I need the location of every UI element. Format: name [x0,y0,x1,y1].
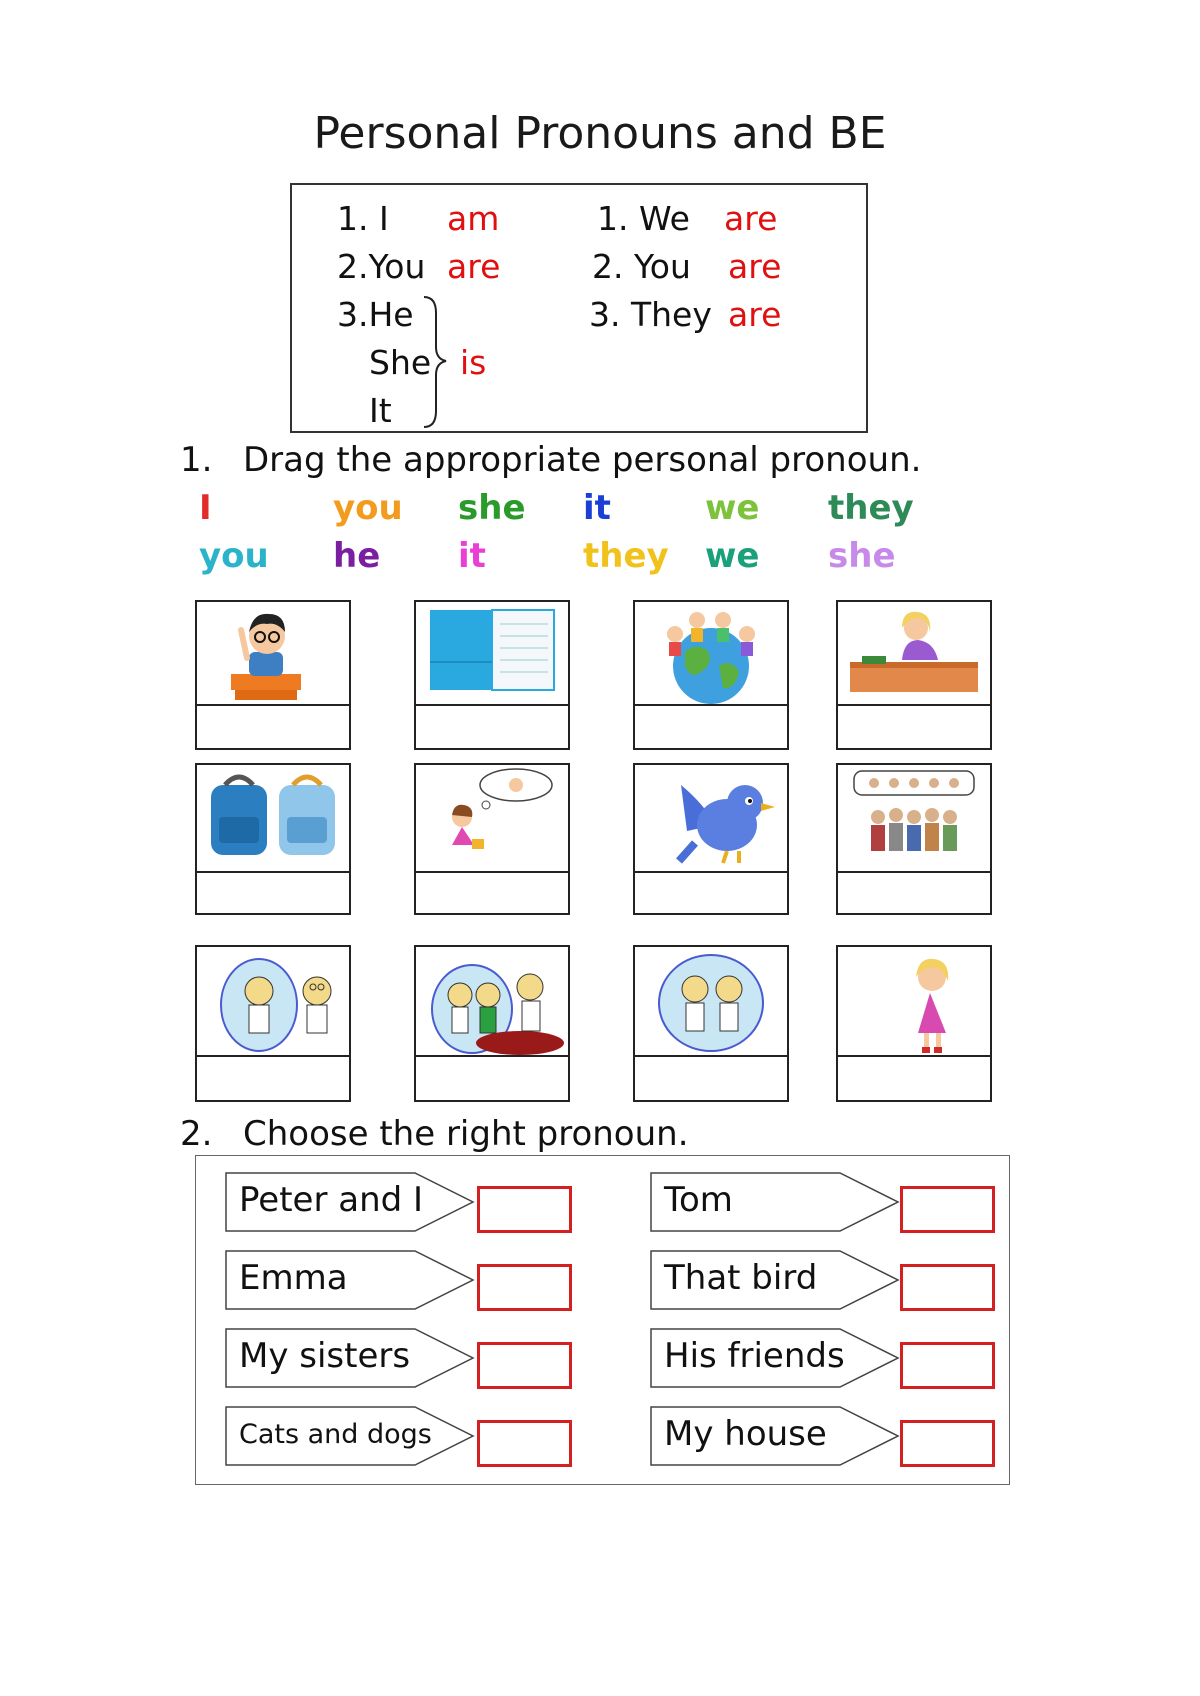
curly-brace-icon [420,293,450,433]
drop-zone[interactable] [197,704,349,748]
three-people-circled-icon [416,947,568,1059]
exercise2-number: 2. [180,1114,213,1154]
word-it[interactable]: it [583,488,611,528]
two-friends-circled-icon [635,947,787,1059]
girl-thinking-icon [416,765,568,871]
drop-zone[interactable] [635,704,787,748]
picture-card [195,763,351,915]
children-on-globe-icon [635,602,787,708]
drop-zone[interactable] [838,871,990,913]
tag-label: My sisters [239,1336,411,1376]
boy-at-desk-icon [197,602,349,708]
drop-zone[interactable] [416,871,568,913]
verb-are-you-singular: are [447,247,501,286]
exercise1-instruction: Drag the appropriate personal pronoun. [243,440,922,480]
picture-card [633,600,789,750]
picture-card [836,763,992,915]
drop-zone[interactable] [197,871,349,913]
pronoun-tag [225,1250,475,1310]
exercise2-instruction: Choose the right pronoun. [243,1114,689,1154]
word-it-2[interactable]: it [458,536,486,576]
pronoun-tag [650,1250,900,1310]
picture-card [633,945,789,1102]
conjugation-table [290,183,868,433]
pronoun-he: 3.He [337,295,414,334]
blonde-girl-icon [838,947,990,1059]
tag-label: Peter and I [239,1180,424,1220]
tag-label: His friends [664,1336,845,1376]
picture-card [195,600,351,750]
pronoun-you-plural: 2. You [592,247,691,286]
word-he[interactable]: he [333,536,381,576]
answer-box[interactable] [900,1342,995,1389]
answer-box[interactable] [900,1420,995,1467]
verb-are-we: are [724,199,778,238]
word-i[interactable]: I [199,488,212,528]
tag-label: Emma [239,1258,348,1298]
picture-card [414,600,570,750]
verb-am: am [447,199,500,238]
picture-card [414,763,570,915]
drop-zone[interactable] [635,871,787,913]
pronoun-tag [650,1406,900,1466]
drop-zone[interactable] [838,704,990,748]
word-they[interactable]: they [828,488,914,528]
answer-box[interactable] [900,1264,995,1311]
tag-label: My house [664,1414,827,1454]
verb-are-they: are [728,295,782,334]
notebook-icon [416,602,568,708]
answer-box[interactable] [477,1264,572,1311]
answer-box[interactable] [900,1186,995,1233]
word-they-2[interactable]: they [583,536,669,576]
group-of-people-icon [838,765,990,871]
page-title: Personal Pronouns and BE [313,108,887,159]
drop-zone[interactable] [416,1055,568,1100]
pronoun-we: 1. We [597,199,690,238]
drop-zone[interactable] [838,1055,990,1100]
pronoun-tag [225,1328,475,1388]
answer-box[interactable] [477,1186,572,1233]
verb-is: is [460,343,487,382]
two-people-circled-icon [197,947,349,1059]
picture-card [195,945,351,1102]
answer-box[interactable] [477,1342,572,1389]
drop-zone[interactable] [635,1055,787,1100]
picture-card [414,945,570,1102]
two-backpacks-icon [197,765,349,871]
word-she[interactable]: she [458,488,526,528]
pronoun-tag [225,1406,475,1466]
verb-are-you-plural: are [728,247,782,286]
answer-box[interactable] [477,1420,572,1467]
tag-label: That bird [664,1258,818,1298]
word-you-2[interactable]: you [199,536,269,576]
pronoun-tag [650,1172,900,1232]
pronoun-tag [650,1328,900,1388]
pronoun-tag [225,1172,475,1232]
drop-zone[interactable] [416,704,568,748]
word-we-2[interactable]: we [705,536,760,576]
drop-zone[interactable] [197,1055,349,1100]
picture-card [836,600,992,750]
tag-label: Cats and dogs [239,1419,432,1450]
pronoun-she: She [369,343,432,382]
pronoun-they: 3. They [589,295,712,334]
blue-bird-icon [635,765,787,871]
word-you[interactable]: you [333,488,403,528]
woman-at-desk-icon [838,602,990,708]
tag-label: Tom [664,1180,733,1220]
picture-card [633,763,789,915]
pronoun-you-singular: 2.You [337,247,426,286]
exercise1-number: 1. [180,440,213,480]
word-we[interactable]: we [705,488,760,528]
pronoun-i: 1. I [337,199,389,238]
word-she-2[interactable]: she [828,536,896,576]
pronoun-it: It [369,391,392,430]
picture-card [836,945,992,1102]
